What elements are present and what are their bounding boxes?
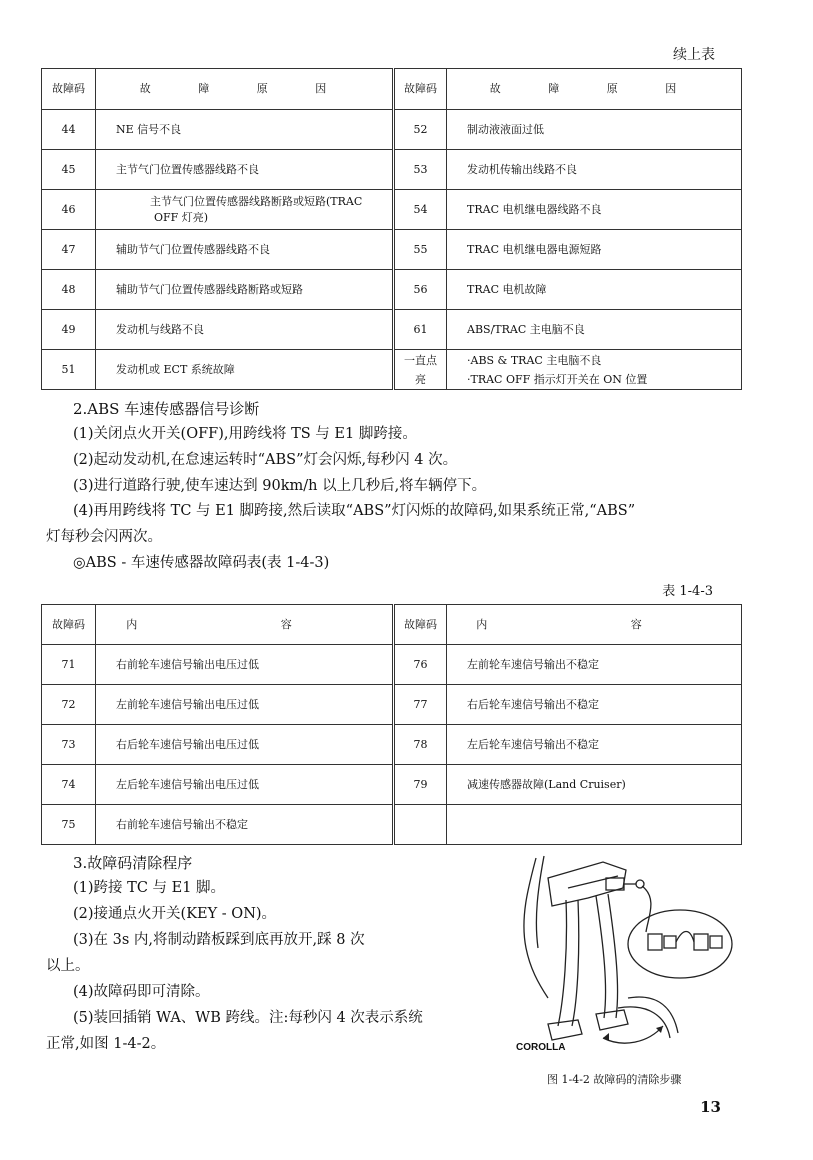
desc-cell: 右后轮车速信号输出不稳定 xyxy=(447,685,742,725)
step-line: (5)装回插销 WA、WB 跨线。注:每秒闪 4 次表示系统 xyxy=(73,1010,423,1026)
code-cell: 54 xyxy=(394,190,447,230)
desc-cell: 辅助节气门位置传感器线路断路或短路 xyxy=(96,270,394,310)
desc-cell: 发动机传输出线路不良 xyxy=(447,150,742,190)
step-line: (3)进行道路行驶,使车速达到 90km/h 以上几秒后,将车辆停下。 xyxy=(73,478,487,494)
table-number: 表 1-4-3 xyxy=(662,584,713,599)
header-code-right: 故障码 xyxy=(394,69,447,110)
desc-cell: 左前轮车速信号输出电压过低 xyxy=(96,685,394,725)
desc-cell: TRAC 电机继电器电源短路 xyxy=(447,230,742,270)
figure-caption: 图 1-4-2 故障码的清除步骤 xyxy=(547,1073,682,1086)
code-cell: 61 xyxy=(394,310,447,350)
table-row xyxy=(42,110,742,150)
desc-cell: 发动机与线路不良 xyxy=(96,310,394,350)
step-line: 以上。 xyxy=(46,958,90,974)
step-line: (4)故障码即可清除。 xyxy=(73,984,210,1000)
header-cause-left: 故 障 原 因 xyxy=(96,69,394,110)
section-2-title: 2.ABS 车速传感器信号诊断 xyxy=(73,400,260,418)
table-row xyxy=(42,190,742,230)
desc-cell: 发动机或 ECT 系统故障 xyxy=(96,350,394,390)
step-line: 正常,如图 1-4-2。 xyxy=(46,1036,166,1052)
table-row xyxy=(42,310,742,350)
code-cell: 73 xyxy=(42,725,96,765)
step-line: (2)起动发动机,在怠速运转时“ABS”灯会闪烁,每秒闪 4 次。 xyxy=(73,452,458,468)
table-row xyxy=(42,805,742,845)
code-cell: 56 xyxy=(394,270,447,310)
table-row xyxy=(42,350,742,390)
table-row xyxy=(42,230,742,270)
code-cell: 75 xyxy=(42,805,96,845)
desc-cell xyxy=(447,350,742,390)
table-header-row xyxy=(42,69,742,110)
figure-model-label: COROLLA xyxy=(516,1042,566,1053)
header-content-left: 内 容 xyxy=(96,605,394,645)
desc-cell: 右前轮车速信号输出电压过低 xyxy=(96,645,394,685)
code-cell: 47 xyxy=(42,230,96,270)
code-cell: 79 xyxy=(394,765,447,805)
step-line: (1)关闭点火开关(OFF),用跨线将 TS 与 E1 脚跨接。 xyxy=(73,426,417,442)
table-row xyxy=(42,765,742,805)
desc-cell: TRAC 电机故障 xyxy=(447,270,742,310)
table-intro: ◎ABS - 车速传感器故障码表(表 1-4-3) xyxy=(73,555,330,571)
desc-cell: 左后轮车速信号输出电压过低 xyxy=(96,765,394,805)
header-content-right: 内 容 xyxy=(447,605,742,645)
step-line: (2)接通点火开关(KEY - ON)。 xyxy=(73,906,277,922)
code-cell: 71 xyxy=(42,645,96,685)
section-3-title: 3.故障码清除程序 xyxy=(73,854,193,872)
table-row xyxy=(42,725,742,765)
continued-label: 续上表 xyxy=(673,47,715,63)
header-code-right: 故障码 xyxy=(394,605,447,645)
step-line: 灯每秒会闪两次。 xyxy=(46,529,162,545)
code-cell: 48 xyxy=(42,270,96,310)
header-code-left: 故障码 xyxy=(42,69,96,110)
code-cell: 53 xyxy=(394,150,447,190)
fault-code-table-continued xyxy=(41,68,742,390)
code-cell: 55 xyxy=(394,230,447,270)
code-cell: 72 xyxy=(42,685,96,725)
desc-line: ·ABS & TRAC 主电脑不良 xyxy=(467,353,602,367)
page-number: 13 xyxy=(700,1098,721,1116)
code-cell: 78 xyxy=(394,725,447,765)
brake-pedal-illustration xyxy=(508,848,748,1058)
desc-cell: 辅助节气门位置传感器线路不良 xyxy=(96,230,394,270)
desc-cell: 右前轮车速信号输出不稳定 xyxy=(96,805,394,845)
table-row xyxy=(42,270,742,310)
code-cell: 46 xyxy=(42,190,96,230)
desc-line: ·TRAC OFF 指示灯开关在 ON 位置 xyxy=(467,372,648,386)
desc-cell: 左前轮车速信号输出不稳定 xyxy=(447,645,742,685)
code-cell: 一直点亮 xyxy=(394,350,447,390)
table-row xyxy=(42,685,742,725)
table-row xyxy=(42,150,742,190)
step-line: (4)再用跨线将 TC 与 E1 脚跨接,然后读取“ABS”灯闪烁的故障码,如果系统正常,“ABS” xyxy=(73,503,636,519)
step-line: (3)在 3s 内,将制动踏板踩到底再放开,踩 8 次 xyxy=(73,932,365,948)
desc-cell: 左后轮车速信号输出不稳定 xyxy=(447,725,742,765)
code-cell: 51 xyxy=(42,350,96,390)
desc-cell: TRAC 电机继电器线路不良 xyxy=(447,190,742,230)
code-cell: 76 xyxy=(394,645,447,685)
abs-speed-sensor-table xyxy=(41,604,742,845)
code-cell: 52 xyxy=(394,110,447,150)
desc-cell: 制动液液面过低 xyxy=(447,110,742,150)
header-code-left: 故障码 xyxy=(42,605,96,645)
desc-cell: 减速传感器故障(Land Cruiser) xyxy=(447,765,742,805)
desc-cell xyxy=(447,805,742,845)
code-cell: 77 xyxy=(394,685,447,725)
code-cell: 74 xyxy=(42,765,96,805)
desc-cell: 主节气门位置传感器线路断路或短路(TRAC OFF 灯亮) xyxy=(96,190,394,230)
desc-cell: 主节气门位置传感器线路不良 xyxy=(96,150,394,190)
desc-cell: ABS/TRAC 主电脑不良 xyxy=(447,310,742,350)
table-header-row xyxy=(42,605,742,645)
table-row xyxy=(42,645,742,685)
code-cell xyxy=(394,805,447,845)
header-cause-right: 故 障 原 因 xyxy=(447,69,742,110)
code-cell: 44 xyxy=(42,110,96,150)
desc-cell: 右后轮车速信号输出电压过低 xyxy=(96,725,394,765)
code-cell: 45 xyxy=(42,150,96,190)
desc-cell: NE 信号不良 xyxy=(96,110,394,150)
code-cell: 49 xyxy=(42,310,96,350)
step-line: (1)跨接 TC 与 E1 脚。 xyxy=(73,880,226,896)
